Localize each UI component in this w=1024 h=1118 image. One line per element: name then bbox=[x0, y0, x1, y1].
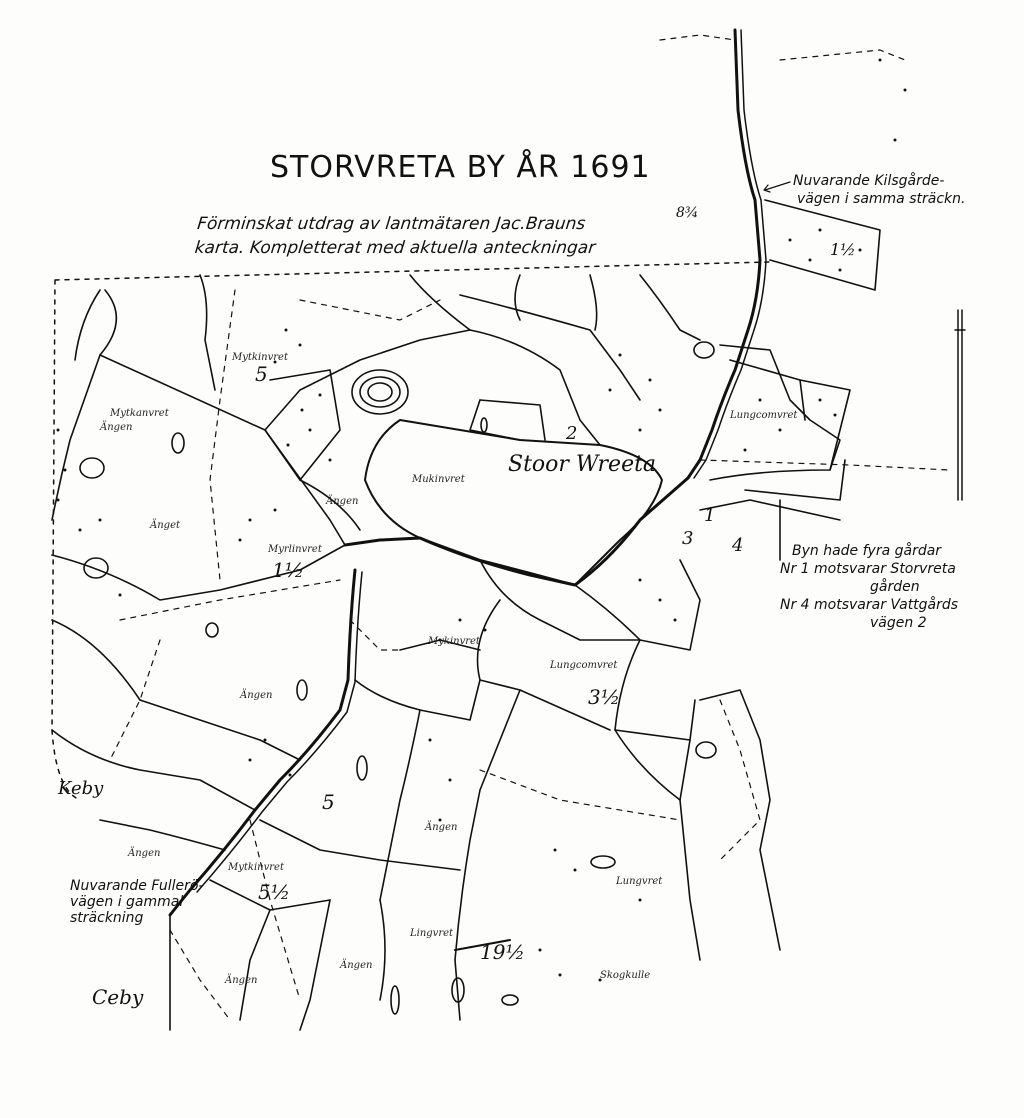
parcel-number-c: 3½ bbox=[588, 685, 621, 709]
farm-number-4: 4 bbox=[732, 535, 744, 556]
farm-number-1: 1 bbox=[704, 505, 716, 526]
scale-bar bbox=[955, 310, 965, 500]
village-enclosure bbox=[365, 420, 662, 585]
field-label-4: Mukinvret bbox=[412, 474, 465, 485]
parcel-number-e: 5½ bbox=[258, 880, 291, 904]
kilsgarde-note bbox=[793, 172, 965, 208]
kilsgarde-arrow bbox=[765, 182, 790, 190]
fullera-note-line-3: sträckning bbox=[70, 910, 144, 926]
field-label-7: Myrlinvret bbox=[268, 544, 322, 555]
field-label-5: Ängen bbox=[326, 496, 359, 507]
map-title: STORVRETA BY ÅR 1691 bbox=[270, 150, 651, 185]
field-label-13: Mytkinvret bbox=[228, 862, 284, 873]
place-keby: Keby bbox=[58, 778, 104, 799]
fullera-note-line-2: vägen i gammal bbox=[70, 894, 184, 910]
field-label-14: Lungvret bbox=[616, 876, 663, 887]
field-label-6: Änget bbox=[150, 520, 180, 531]
kilsgarde-note-line-2: vägen i samma sträckn. bbox=[797, 191, 966, 207]
parcel-number-b: 1½ bbox=[272, 558, 305, 582]
field-label-16: Ängen bbox=[340, 960, 373, 971]
field-label-3: Ängen bbox=[100, 422, 133, 433]
place-ceby: Ceby bbox=[92, 985, 144, 1009]
field-label-15: Ängen bbox=[128, 848, 161, 859]
subtitle-line-2: karta. Kompletterat med aktuella anteckningar bbox=[193, 238, 597, 258]
field-label-18: Ängen bbox=[225, 975, 258, 986]
field-label-12: Ängen bbox=[425, 822, 458, 833]
village-note-line-5: vägen 2 bbox=[870, 615, 927, 631]
parcel-number-f: 19½ bbox=[480, 940, 525, 964]
parcel-number-h: 8¾ bbox=[676, 205, 699, 221]
fullera-note bbox=[70, 878, 204, 926]
subtitle-line-1: Förminskat utdrag av lantmätaren Jac.Brauns bbox=[196, 214, 587, 234]
farm-number-3: 3 bbox=[682, 528, 694, 549]
fullera-note-line-1: Nuvarande Fullerö- bbox=[70, 878, 204, 894]
parcel-number-a: 5 bbox=[255, 362, 268, 386]
village-note bbox=[780, 542, 958, 632]
village-note-line-1: Byn hade fyra gårdar bbox=[792, 543, 942, 559]
map-subtitle bbox=[193, 212, 599, 260]
farm-number-2: 2 bbox=[566, 423, 578, 444]
village-name: Stoor Wreeta bbox=[508, 452, 657, 477]
field-label-8: Lungcomvret bbox=[730, 410, 798, 421]
village-note-line-2: Nr 1 motsvarar Storvreta bbox=[780, 561, 956, 577]
field-label-17: Skogkulle bbox=[600, 970, 651, 981]
field-label-9: Lungcomvret bbox=[550, 660, 618, 671]
field-label-10: Ängen bbox=[240, 690, 273, 701]
field-label-1: Mytkinvret bbox=[232, 352, 288, 363]
kilsgarde-note-line-1: Nuvarande Kilsgårde- bbox=[793, 173, 945, 189]
village-note-line-4: Nr 4 motsvarar Vattgårds bbox=[780, 597, 959, 613]
stipple-dots bbox=[57, 59, 907, 982]
parcel-number-g: 1½ bbox=[830, 240, 856, 259]
village-note-line-3: gården bbox=[870, 579, 920, 595]
field-label-19: Lingvret bbox=[410, 928, 454, 939]
field-label-11: Mykinvret bbox=[428, 636, 480, 647]
parcel-number-d: 5 bbox=[322, 790, 335, 814]
field-label-2: Mytkanvret bbox=[110, 408, 169, 419]
